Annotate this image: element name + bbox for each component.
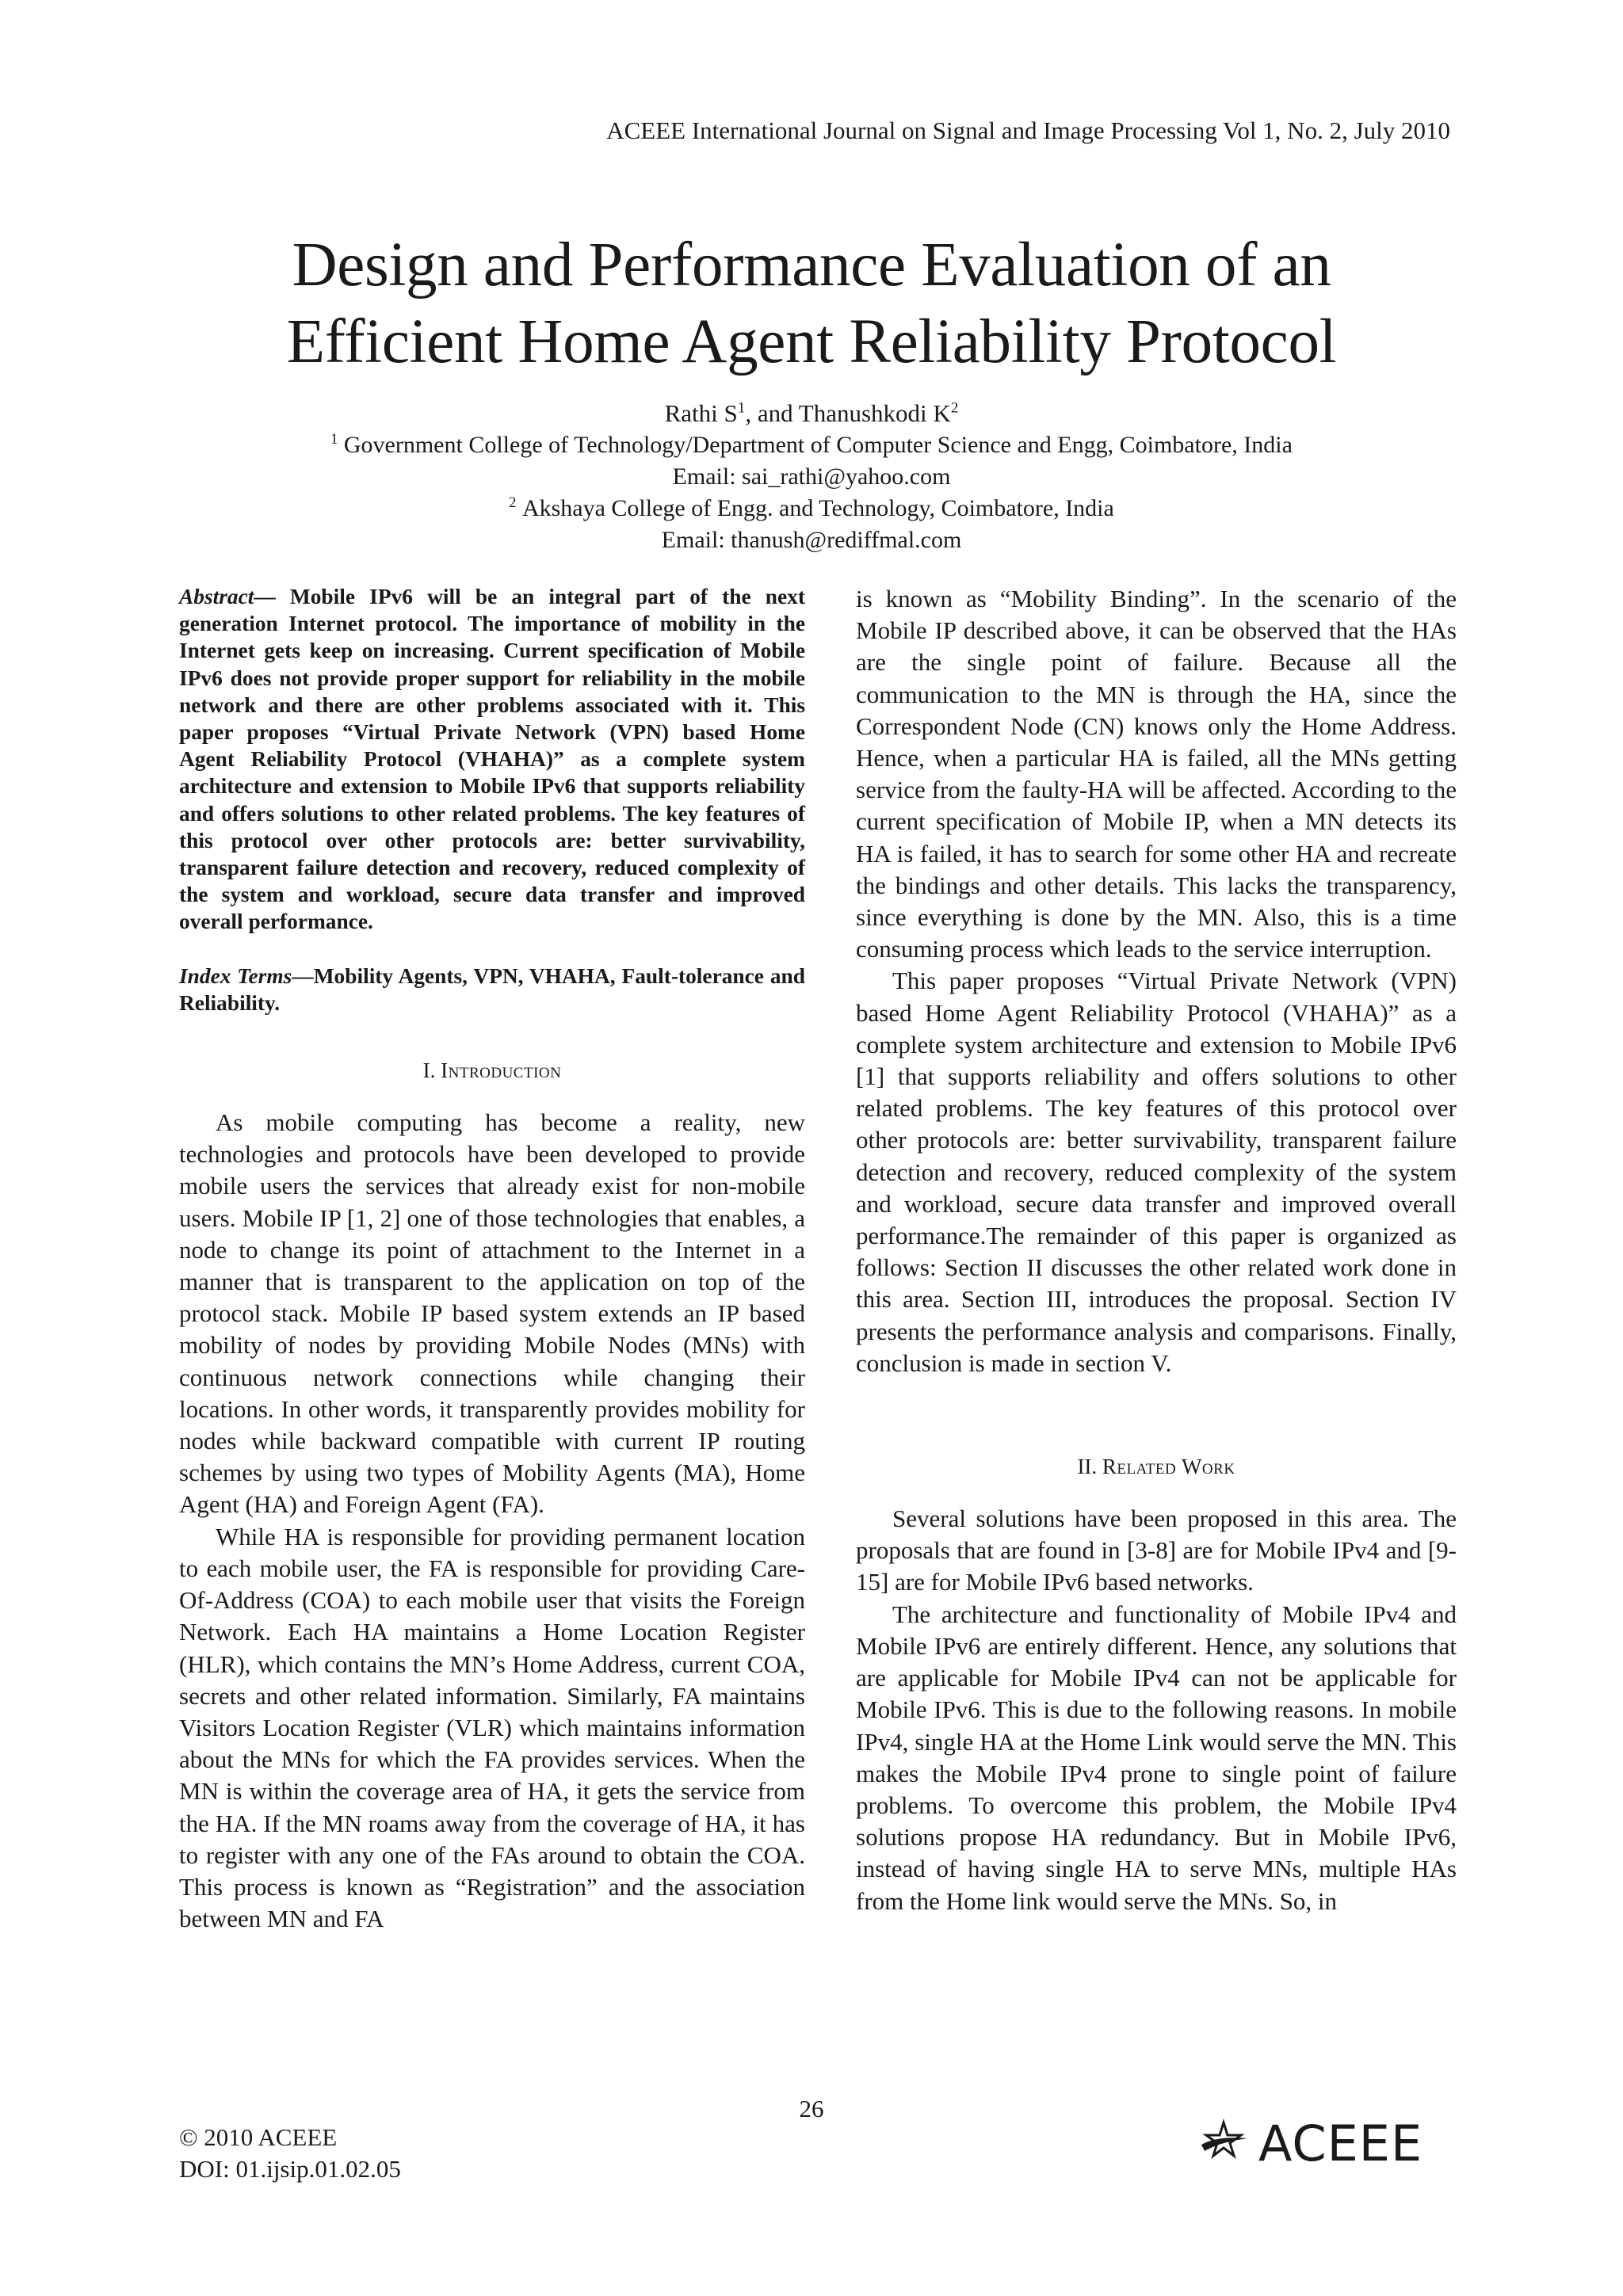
body-paragraph: As mobile computing has become a reality, new technologies and protocols have been developed to provide mobile users the services that already exist for non-mobile users. Mobile IP [1, 2] one of those technologies that enables, a node to change its point of attachment to the Internet in a manner that is transparent to the application on top of the protocol stack. Mobile IP based system extends an IP based mobility of nodes by providing Mobile Nodes (MNs) with continuous network connections while changing their locations. In other words, it transparently provides mobility for nodes while backward compatible with current IP routing schemes by using two types of Mobility Agents (MA), Home Agent (HA) and Foreign Agent (FA). bbox=[179, 1108, 805, 1519]
author-line bbox=[0, 398, 1623, 429]
body-paragraph: While HA is responsible for providing permanent location to each mobile user, the FA is responsible for providing Care-Of-Address (COA) to each mobile user that visits the Foreign Network. Each HA maintains a Home Location Register (HLR), which contains the MN’s Home Address, current COA, secrets and other related information. Similarly, FA maintains Visitors Location Register (VLR) which maintains information about the MNs for which the FA provides services. When the MN is within the coverage area of HA, it gets the service from the HA. If the MN roams away from the coverage of HA, it has to register with any one of the FAs around to obtain the COA. This process is known as “Registration” and the association between MN and FA bbox=[179, 1522, 805, 1933]
logo-text: ACEEE bbox=[1258, 2114, 1423, 2172]
copyright: © 2010 ACEEE bbox=[179, 2123, 338, 2151]
author-superscript: 2 bbox=[950, 399, 959, 417]
index-terms-text: —Mobility Agents, VPN, VHAHA, Fault-tolerance and Reliability. bbox=[179, 963, 805, 1015]
affiliation-email: Email: sai_rathi@yahoo.com bbox=[672, 463, 951, 490]
section-heading-related-work bbox=[856, 1451, 1457, 1482]
paper-title-line-1: Design and Performance Evaluation of an bbox=[292, 231, 1331, 299]
abstract-lead: Abstract bbox=[179, 585, 254, 608]
author-separator: , and bbox=[745, 399, 799, 427]
star-swoosh-icon bbox=[1197, 2118, 1252, 2169]
footer-citation bbox=[179, 2122, 401, 2185]
abstract-paragraph bbox=[179, 583, 805, 936]
paper-title-line-2: Efficient Home Agent Reliability Protocol bbox=[286, 307, 1337, 376]
author-name: Rathi S bbox=[664, 399, 738, 427]
running-head: ACEEE International Journal on Signal and Image Processing Vol 1, No. 2, July 2010 bbox=[606, 116, 1450, 144]
abstract-text: — Mobile IPv6 will be an integral part of the next generation Internet protocol. The importance of mobility in the Internet gets keep on increasing. Current specification of Mobile IPv6 does not provide proper support for reliability in the mobile network and there are other problems associated with it. This paper proposes “Virtual Private Network (VPN) based Home Agent Reliability Protocol (VHAHA)” as a complete system architecture and extension to Mobile IPv6 that supports reliability and offers solutions to other related problems. The key features of this protocol over other protocols are: better survivability, transparent failure detection and recovery, reduced complexity of the system and workload, secure data transfer and improved overall performance. bbox=[179, 585, 805, 934]
affiliation-superscript: 2 bbox=[509, 494, 517, 511]
body-paragraph: The architecture and functionality of Mobile IPv4 and Mobile IPv6 are entirely different. Hence, any solutions that are applicable for Mobile IPv4 can not be applicable for Mobile IPv6. This is due to the following reasons. In mobile IPv4, single HA at the Home Link would serve the MN. This makes the Mobile IPv4 prone to single point of failure problems. To overcome this problem, the Mobile IPv4 solutions propose HA redundancy. But in Mobile IPv6, instead of having single HA to serve MNs, multiple HAs from the Home link would serve the MNs. So, in bbox=[856, 1600, 1457, 1915]
body-paragraph: This paper proposes “Virtual Private Network (VPN) based Home Agent Reliability Protocol (VHAHA)” as a complete system architecture and extension to Mobile IPv6 [1] that supports reliability and offers solutions to other related problems. The key features of this protocol over other protocols are: better survivability, transparent failure detection and recovery, reduced complexity of the system and workload, secure data transfer and improved overall performance.The remainder of this paper is organized as follows: Section II discusses the other related work done in this area. Section III, introduces the proposal. Section IV presents the performance analysis and comparisons. Finally, conclusion is made in section V. bbox=[856, 967, 1457, 1377]
page-number: 26 bbox=[799, 2095, 824, 2122]
section-title: Introduction bbox=[441, 1058, 562, 1083]
affiliation-2 bbox=[0, 493, 1623, 524]
body-paragraph: Several solutions have been proposed in this area. The proposals that are found in [3-8] are for Mobile IPv4 and [9-15] are for Mobile IPv6 based networks. bbox=[856, 1505, 1457, 1596]
affiliation-email: Email: thanush@rediffmal.com bbox=[661, 527, 962, 553]
affiliation-text: Government College of Technology/Department of Computer Science and Engg, Coimbatore, India bbox=[343, 432, 1293, 458]
section-title: Related Work bbox=[1102, 1455, 1235, 1479]
section-number: I. bbox=[422, 1058, 441, 1083]
index-terms-paragraph bbox=[179, 963, 805, 1016]
author-name: Thanushkodi K bbox=[798, 399, 951, 427]
affiliation-text: Akshaya College of Engg. and Technology, Coimbatore, India bbox=[521, 495, 1114, 521]
doi: DOI: 01.ijsip.01.02.05 bbox=[179, 2155, 401, 2183]
index-terms-lead: Index Terms bbox=[179, 963, 292, 988]
affiliation-1 bbox=[0, 429, 1623, 461]
section-heading-introduction bbox=[179, 1055, 805, 1086]
index-terms bbox=[179, 963, 805, 1016]
affiliation-superscript: 1 bbox=[330, 431, 338, 448]
right-column bbox=[856, 583, 1457, 1917]
abstract bbox=[179, 583, 805, 936]
body-paragraph: is known as “Mobility Binding”. In the scenario of the Mobile IP described above, it can be observed that the HAs are the single point of failure. Because all the communication to the MN is through the HA, since the Correspondent Node (CN) knows only the Home Address. Hence, when a particular HA is failed, all the MNs getting service from the faulty-HA will be affected. According to the current specification of Mobile IP, when a MN detects its HA is failed, it has to search for some other HA and recreate the bindings and other details. This lacks the transparency, since everything is done by the MN. Also, this is a time consuming process which leads to the service interruption. bbox=[856, 585, 1457, 963]
publisher-logo bbox=[1197, 2107, 1458, 2179]
section-number: II. bbox=[1077, 1455, 1102, 1479]
author-superscript: 1 bbox=[737, 399, 746, 417]
left-column bbox=[179, 583, 805, 1935]
title-block bbox=[0, 227, 1623, 556]
